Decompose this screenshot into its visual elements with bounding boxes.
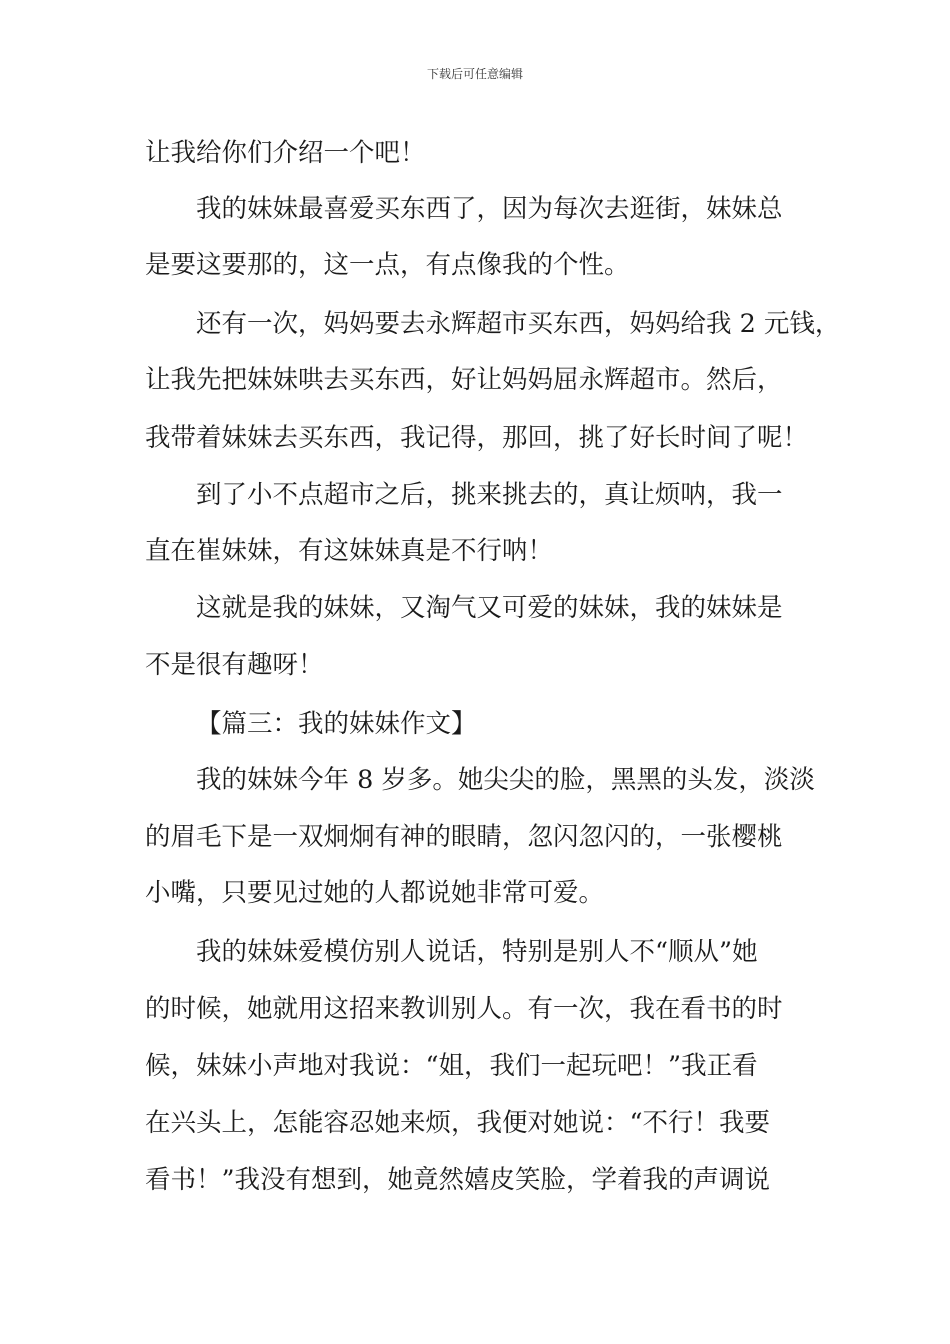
text-line: 到了小不点超市之后，挑来挑去的，真让烦呐，我一	[196, 480, 783, 510]
text-line: 还有一次，妈妈要去永辉超市买东西，妈妈给我 2 元钱，	[196, 309, 841, 339]
text-line: 我的妹妹最喜爱买东西了，因为每次去逛街，妹妹总	[196, 194, 783, 224]
text-line: 这就是我的妹妹，又淘气又可爱的妹妹，我的妹妹是	[196, 593, 783, 623]
page-header: 下载后可任意编辑	[426, 67, 523, 81]
text-line: 让我先把妹妹哄去买东西，好让妈妈屈永辉超市。然后，	[145, 365, 783, 395]
text-line: 小嘴，只要见过她的人都说她非常可爱。	[145, 878, 605, 908]
text-line: 的时候，她就用这招来教训别人。有一次，我在看书的时	[145, 994, 783, 1024]
text-line: 是要这要那的，这一点，有点像我的个性。	[145, 250, 630, 280]
text-line: 的眉毛下是一双炯炯有神的眼睛，忽闪忽闪的，一张樱桃	[145, 822, 783, 852]
text-line: 我的妹妹今年 8 岁多。她尖尖的脸，黑黑的头发，淡淡	[196, 765, 815, 795]
text-line: 不是很有趣呀！	[145, 650, 324, 680]
text-line: 让我给你们介绍一个吧！	[145, 138, 426, 168]
text-line: 看书！”我没有想到，她竟然嬉皮笑脸，学着我的声调说	[145, 1165, 771, 1195]
text-line: 在兴头上，怎能容忍她来烦，我便对她说：“不行！我要	[145, 1108, 771, 1138]
text-line: 我带着妹妹去买东西，我记得，那回，挑了好长时间了呢！	[145, 423, 809, 453]
section-heading: 【篇三：我的妹妹作文】	[196, 709, 477, 739]
text-line: 直在崔妹妹，有这妹妹真是不行呐！	[145, 536, 554, 566]
text-line: 候，妹妹小声地对我说：“姐，我们一起玩吧！”我正看	[145, 1051, 758, 1081]
text-line: 我的妹妹爱模仿别人说话，特别是别人不“顺从”她	[196, 937, 758, 967]
